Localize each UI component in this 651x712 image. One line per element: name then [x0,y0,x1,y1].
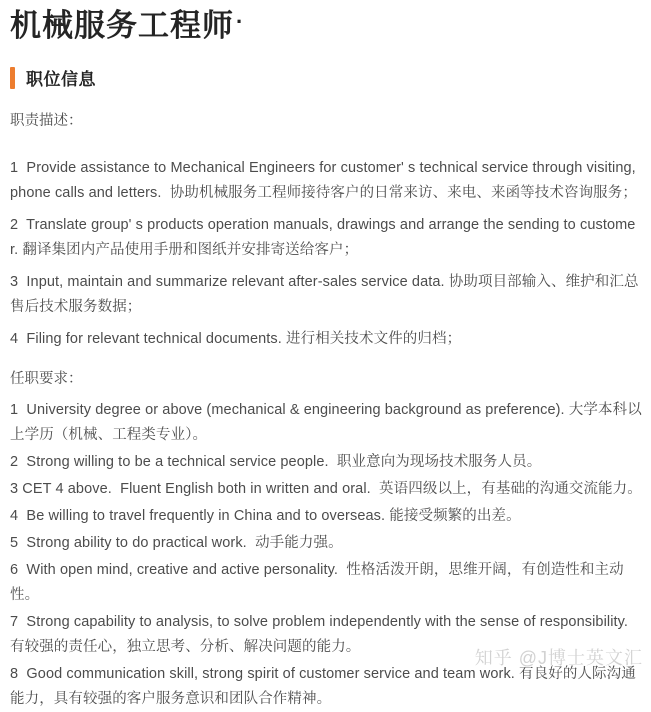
requirement-item: 2 Strong willing to be a technical service people. 职业意向为现场技术服务人员。 [10,454,542,470]
description-list [10,156,643,352]
section-header [10,65,643,90]
requirement-item: 7 Strong capability to analysis, to solve problem independently with the sense of responsibility. 有较强的责任心，独立思考、分析、解决问题的能力。 [10,614,633,655]
description-item: 1 Provide assistance to Mechanical Engineers for customer' s technical service through visiting, phone calls and letters. 协助机械服务工程师接待客户的日常来访、来电、来函等技术咨询服务； [10,160,640,201]
requirement-item: 3 CET 4 above. Fluent English both in written and oral. 英语四级以上，有基础的沟通交流能力。 [10,481,642,497]
section-accent-bar [10,67,15,89]
page-title: 机械服务工程师 [10,8,234,43]
description-item: 3 Input, maintain and summarize relevant after-sales service data. 协助项目部输入、维护和汇总售后技术服务数据； [10,274,639,315]
requirement-item: 6 With open mind, creative and active personality. 性格活泼开朗，思维开阔，有创造性和主动性。 [10,562,624,603]
section-title: 职位信息 [26,70,96,89]
requirement-item: 4 Be willing to travel frequently in China and to overseas. 能接受频繁的出差。 [10,508,521,524]
title-row [10,4,643,46]
requirement-item: 5 Strong ability to do practical work. 动手能力强。 [10,535,343,551]
description-item: 4 Filing for relevant technical documents. 进行相关技术文件的归档； [10,331,462,347]
requirement-item: 8 Good communication skill, strong spirit of customer service and team work. 有良好的人际沟通能力，具有较强的客户服务意识和团队合作精神。 [10,666,636,707]
description-label: 职责描述： [10,113,83,129]
description-item: 2 Translate group' s products operation manuals, drawings and arrange the sending to customer. 翻译集团内产品使用手册和图纸并安排寄送给客户； [10,217,636,258]
zhihu-watermark: 知乎 @J博士英文汇 [474,648,643,668]
requirements-label: 任职要求： [10,371,83,387]
title-mark: · [236,9,244,34]
requirement-item: 1 University degree or above (mechanical & engineering background as preference). 大学本科以上学历（机械、工程类专业）。 [10,402,642,443]
